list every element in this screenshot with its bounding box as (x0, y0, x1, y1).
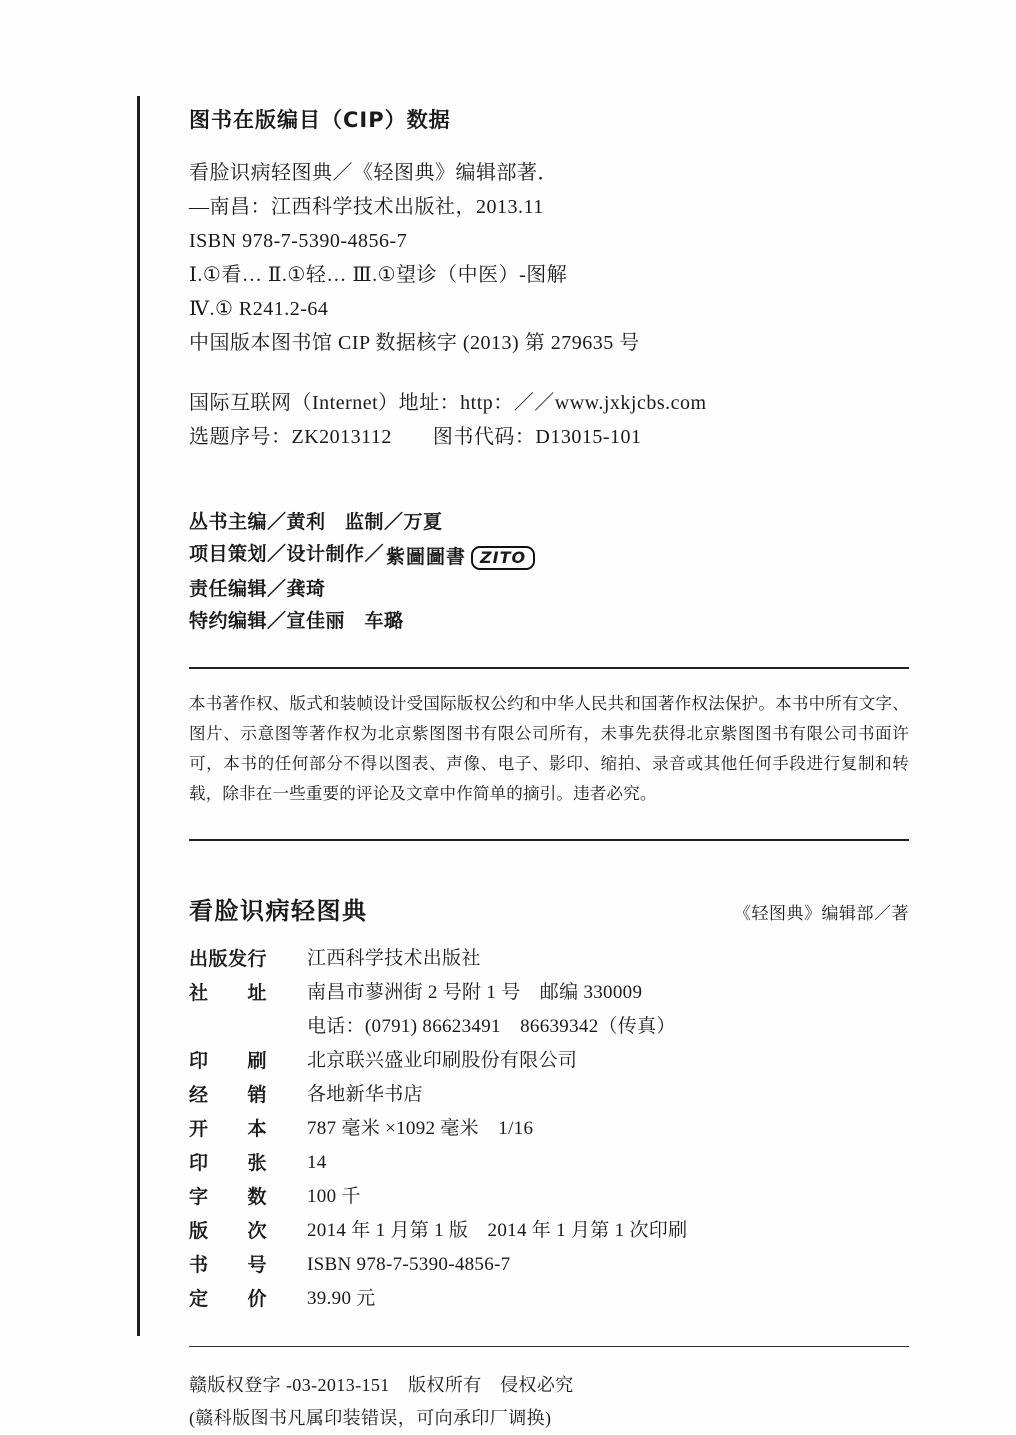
row-value: 39.90 元 (307, 1288, 376, 1309)
left-vertical-rule (137, 96, 140, 1336)
table-row (189, 1078, 909, 1112)
row-value: 江西科学技术出版社 (307, 948, 481, 969)
colophon-table (189, 942, 909, 1316)
row-label: 印 刷 (189, 1050, 268, 1072)
row-label: 字 数 (189, 1186, 268, 1208)
divider-middle (189, 839, 909, 841)
row-value: 14 (307, 1152, 327, 1173)
table-row (189, 1044, 909, 1078)
internet-address: 国际互联网（Internet）地址：http：／／www.jxkjcbs.com (189, 392, 707, 414)
row-value: 2014 年 1 月第 1 版 2014 年 1 月第 1 次印刷 (307, 1220, 688, 1241)
zito-logo-badge: ZITO (471, 546, 535, 570)
row-subvalue: 电话：(0791) 86623491 86639342（传真） (307, 1016, 676, 1037)
copyright-statement: 本书著作权、版式和装帧设计受国际版权公约和中华人民共和国著作权法保护。本书中所有文字、图片、示意图等著作权为北京紫图图书有限公司所有，未事先获得北京紫图图书有限公司书面许可，本书的任何部分不得以图表、声像、电子、影印、缩拍、录音或其他任何手段进行复制和转载，除非在一些重要的评论及文章中作简单的摘引。违者必究。 (189, 694, 909, 803)
divider-top (189, 667, 909, 669)
table-row (189, 976, 909, 1010)
credit-responsible-editor: 责任编辑／龚琦 (189, 578, 326, 600)
credits-block (189, 506, 909, 637)
row-label: 版 次 (189, 1220, 268, 1242)
cip-line: 看脸识病轻图典／《轻图典》编辑部著． (189, 162, 558, 184)
table-row (189, 1248, 909, 1282)
row-label: 开 本 (189, 1118, 268, 1140)
table-row (189, 1214, 909, 1248)
cip-line: 中国版本图书馆 CIP 数据核字 (2013) 第 279635 号 (189, 332, 640, 354)
credit-project-planning-label: 项目策划／设计制作／ (189, 543, 385, 565)
table-row (189, 942, 909, 976)
row-value: 100 千 (307, 1186, 361, 1207)
spacer (189, 360, 909, 386)
book-title: 看脸识病轻图典 (189, 897, 368, 925)
row-label: 出版发行 (189, 948, 268, 970)
row-label: 社 址 (189, 982, 268, 1004)
row-value: 各地新华书店 (307, 1084, 423, 1105)
table-row (189, 1146, 909, 1180)
credit-contract-editor: 特约编辑／宣佳丽 车璐 (189, 610, 404, 632)
footer-notice: (赣科版图书凡属印装错误，可向承印厂调换) (189, 1408, 552, 1428)
zito-logo-text: 紫圖圖書 (386, 546, 467, 568)
credit-chief-editor: 丛书主编／黄利 监制／万夏 (189, 511, 443, 533)
zito-logo (386, 541, 535, 573)
row-value: ISBN 978-7-5390-4856-7 (307, 1254, 511, 1275)
table-row (189, 1180, 909, 1214)
row-label: 印 张 (189, 1152, 268, 1174)
row-value: 787 毫米 ×1092 毫米 1/16 (307, 1118, 534, 1139)
book-author: 《轻图典》编辑部／著 (734, 904, 909, 923)
row-label: 定 价 (189, 1288, 268, 1310)
book-codes: 选题序号：ZK2013112 图书代码：D13015-101 (189, 426, 642, 448)
cip-line: ISBN 978-7-5390-4856-7 (189, 230, 408, 252)
cip-line: —南昌：江西科学技术出版社，2013.11 (189, 196, 544, 218)
table-row (189, 1112, 909, 1146)
colophon-header (189, 891, 909, 926)
row-label: 书 号 (189, 1254, 268, 1276)
footer-registration: 赣版权登字 -03-2013-151 版权所有 侵权必究 (189, 1375, 574, 1395)
footer-block (189, 1369, 909, 1435)
table-row (189, 1282, 909, 1316)
page-content (189, 104, 909, 1435)
credit-project-planning (189, 538, 909, 573)
cip-lines (189, 156, 909, 360)
table-row (189, 1010, 909, 1044)
divider-bottom (189, 1346, 909, 1347)
cip-line: Ⅳ.① R241.2-64 (189, 298, 329, 320)
cip-heading: 图书在版编目（CIP）数据 (189, 108, 451, 132)
cip-line: Ⅰ.①看… Ⅱ.①轻… Ⅲ.①望诊（中医）-图解 (189, 264, 568, 286)
row-label: 经 销 (189, 1084, 268, 1106)
row-value: 南昌市蓼洲街 2 号附 1 号 邮编 330009 (307, 982, 643, 1003)
row-value: 北京联兴盛业印刷股份有限公司 (307, 1050, 578, 1071)
row-label (189, 1010, 307, 1044)
